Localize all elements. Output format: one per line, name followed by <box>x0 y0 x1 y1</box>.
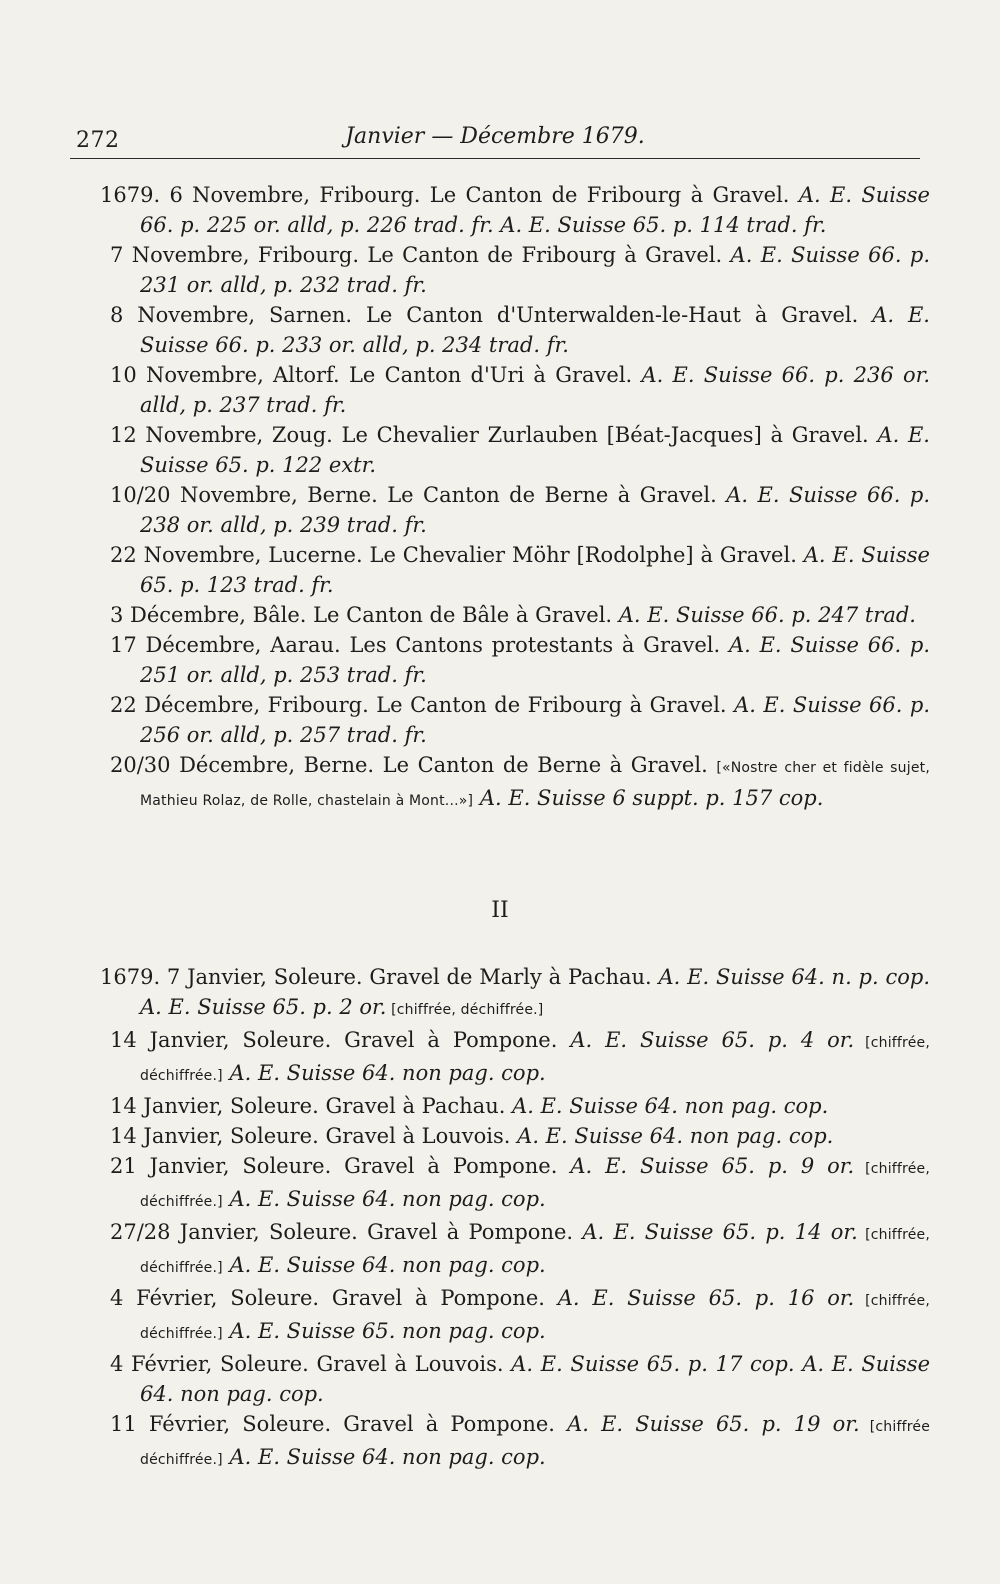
entry: 14 Janvier, Soleure. Gravel à Pachau. A. E. Suisse 64. non pag. cop. <box>110 1094 829 1118</box>
entry: 4 Février, Soleure. Gravel à Louvois. A. E. Suisse 65. p. 17 cop. A. E. Suisse 64. non pag. cop. <box>110 1352 930 1406</box>
entry: 4 Février, Soleure. Gravel à Pompone. A. E. Suisse 65. p. 16 or. [chiffrée, déchiffrée.] A. E. Suisse 65. non pag. cop. <box>110 1286 930 1343</box>
entry: 7 Novembre, Fribourg. Le Canton de Fribourg à Gravel. A. E. Suisse 66. p. 231 or. alld, p. 232 trad. fr. <box>110 243 931 297</box>
entry: 20/30 Décembre, Berne. Le Canton de Berne à Gravel. [«Nostre cher et fidèle sujet, Mathieu Rolaz, de Rolle, chastelain à Mont...»] A. E. Suisse 6 suppt. p. 157 cop. <box>110 753 930 810</box>
entry: 3 Décembre, Bâle. Le Canton de Bâle à Gravel. A. E. Suisse 66. p. 247 trad. <box>110 603 916 627</box>
entry: 21 Janvier, Soleure. Gravel à Pompone. A. E. Suisse 65. p. 9 or. [chiffrée, déchiffrée.] A. E. Suisse 64. non pag. cop. <box>110 1154 930 1211</box>
entry: 1679. 6 Novembre, Fribourg. Le Canton de Fribourg à Gravel. A. E. Suisse 66. p. 225 or. alld, p. 226 trad. fr. A. E. Suisse 65. p. 114 trad. fr. <box>100 183 930 237</box>
entry: 14 Janvier, Soleure. Gravel à Louvois. A. E. Suisse 64. non pag. cop. <box>110 1124 834 1148</box>
entry: 17 Décembre, Aarau. Les Cantons protestants à Gravel. A. E. Suisse 66. p. 251 or. alld, p. 253 trad. fr. <box>110 633 931 687</box>
entry: 12 Novembre, Zoug. Le Chevalier Zurlauben [Béat-Jacques] à Gravel. A. E. Suisse 65. p. 122 extr. <box>110 423 930 477</box>
page-number: 272 <box>76 128 120 153</box>
entries-section-2 <box>100 962 931 1475</box>
page-header <box>70 118 920 159</box>
entry: 10 Novembre, Altorf. Le Canton d'Uri à Gravel. A. E. Suisse 66. p. 236 or. alld, p. 237 trad. fr. <box>110 363 930 417</box>
entries-section-1 <box>100 180 931 816</box>
entry: 1679. 7 Janvier, Soleure. Gravel de Marly à Pachau. A. E. Suisse 64. n. p. cop. A. E. Suisse 65. p. 2 or. [chiffrée, déchiffrée.] <box>100 965 930 1019</box>
entry: 8 Novembre, Sarnen. Le Canton d'Unterwalden-le-Haut à Gravel. A. E. Suisse 66. p. 233 or. alld, p. 234 trad. fr. <box>110 303 930 357</box>
section-numeral: II <box>491 898 509 923</box>
entry: 22 Décembre, Fribourg. Le Canton de Fribourg à Gravel. A. E. Suisse 66. p. 256 or. alld, p. 257 trad. fr. <box>110 693 930 747</box>
entry: 27/28 Janvier, Soleure. Gravel à Pompone. A. E. Suisse 65. p. 14 or. [chiffrée, déchiffrée.] A. E. Suisse 64. non pag. cop. <box>110 1220 930 1277</box>
entry: 11 Février, Soleure. Gravel à Pompone. A. E. Suisse 65. p. 19 or. [chiffrée déchiffrée.] A. E. Suisse 64. non pag. cop. <box>110 1412 931 1469</box>
running-title: Janvier — Décembre 1679. <box>345 124 645 149</box>
entry: 22 Novembre, Lucerne. Le Chevalier Möhr [Rodolphe] à Gravel. A. E. Suisse 65. p. 123 trad. fr. <box>110 543 930 597</box>
entry: 10/20 Novembre, Berne. Le Canton de Berne à Gravel. A. E. Suisse 66. p. 238 or. alld, p. 239 trad. fr. <box>110 483 930 537</box>
entry: 14 Janvier, Soleure. Gravel à Pompone. A. E. Suisse 65. p. 4 or. [chiffrée, déchiffrée.] A. E. Suisse 64. non pag. cop. <box>110 1028 930 1085</box>
